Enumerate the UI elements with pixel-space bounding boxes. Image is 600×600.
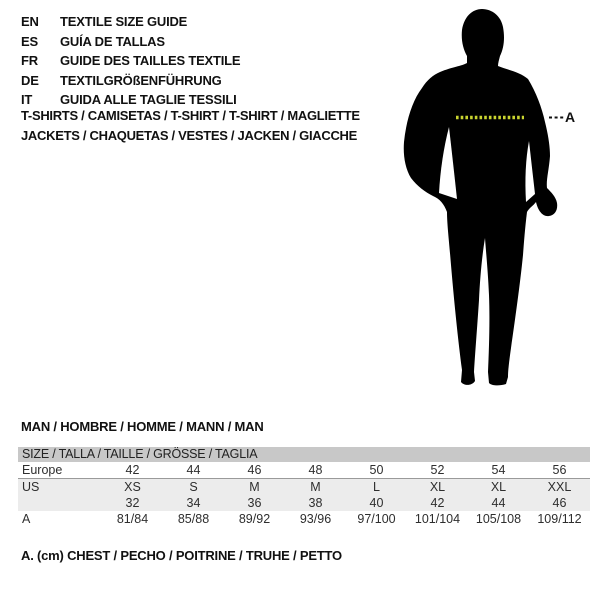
language-code: DE [21,72,39,88]
garment-line-tshirts: T-SHIRTS / CAMISETAS / T-SHIRT / T-SHIRT / MAGLIETTE [21,108,360,123]
size-cell: 40 [369,496,384,510]
size-cell: 81/84 [116,512,149,526]
gender-heading: MAN / HOMBRE / HOMME / MANN / MAN [21,419,264,434]
language-label: TEXTILGRÖßENFÜHRUNG [60,72,222,88]
language-code: EN [21,14,39,29]
size-cell: 50 [369,463,384,477]
size-cell: 109/112 [537,512,582,526]
size-cell: M [310,480,321,494]
language-label: GUÍA DE TALLAS [60,33,165,49]
size-cell: 38 [308,496,323,510]
row-label: Europe [22,463,63,477]
size-cell: 97/100 [357,512,396,526]
size-cell: 56 [552,463,567,477]
size-cell: 52 [430,463,445,477]
garment-line-jackets: JACKETS / CHAQUETAS / VESTES / JACKEN / GIACCHE [21,127,357,143]
size-cell: 101/104 [414,512,461,526]
size-cell: 44 [186,463,201,477]
size-cell: 85/88 [177,512,210,526]
size-cell: L [373,480,380,494]
measure-label-a: A [565,109,576,125]
row-label: A [22,512,31,526]
table-row [18,511,590,527]
size-cell: 42 [430,496,445,510]
size-cell: 46 [247,463,262,477]
language-label: TEXTILE SIZE GUIDE [60,14,188,29]
size-cell: 46 [552,496,567,510]
size-cell: 32 [125,496,140,510]
size-cell: 48 [308,463,323,477]
size-cell: M [249,480,260,494]
size-cell: 34 [186,496,201,510]
table-row [18,479,590,495]
language-code: IT [21,92,33,107]
size-cell: 89/92 [238,512,271,526]
size-cell: XL [429,480,446,494]
language-code: ES [21,33,38,49]
language-code: FR [21,53,38,68]
size-cell: XL [490,480,507,494]
size-cell: 93/96 [299,512,332,526]
row-label: US [22,480,40,494]
size-table [18,447,590,527]
size-cell: 54 [491,463,506,477]
size-cell: 105/108 [475,512,522,526]
size-cell: 44 [491,496,506,510]
language-label: GUIDE DES TAILLES TEXTILE [60,53,241,68]
size-cell: XS [124,480,141,494]
table-row [18,495,590,511]
table-row [18,462,590,479]
size-cell: XXL [547,480,572,494]
size-cell: 42 [125,463,140,477]
size-cell: S [189,480,198,494]
size-table-rows [18,462,590,527]
measurement-footnote: A. (cm) CHEST / PECHO / POITRINE / TRUHE / PETTO [21,548,342,563]
size-table-header: SIZE / TALLA / TAILLE / GRÖSSE / TAGLIA [18,447,590,462]
language-label: GUIDA ALLE TAGLIE TESSILI [60,92,237,107]
man-silhouette [404,9,557,385]
size-cell: 36 [247,496,262,510]
